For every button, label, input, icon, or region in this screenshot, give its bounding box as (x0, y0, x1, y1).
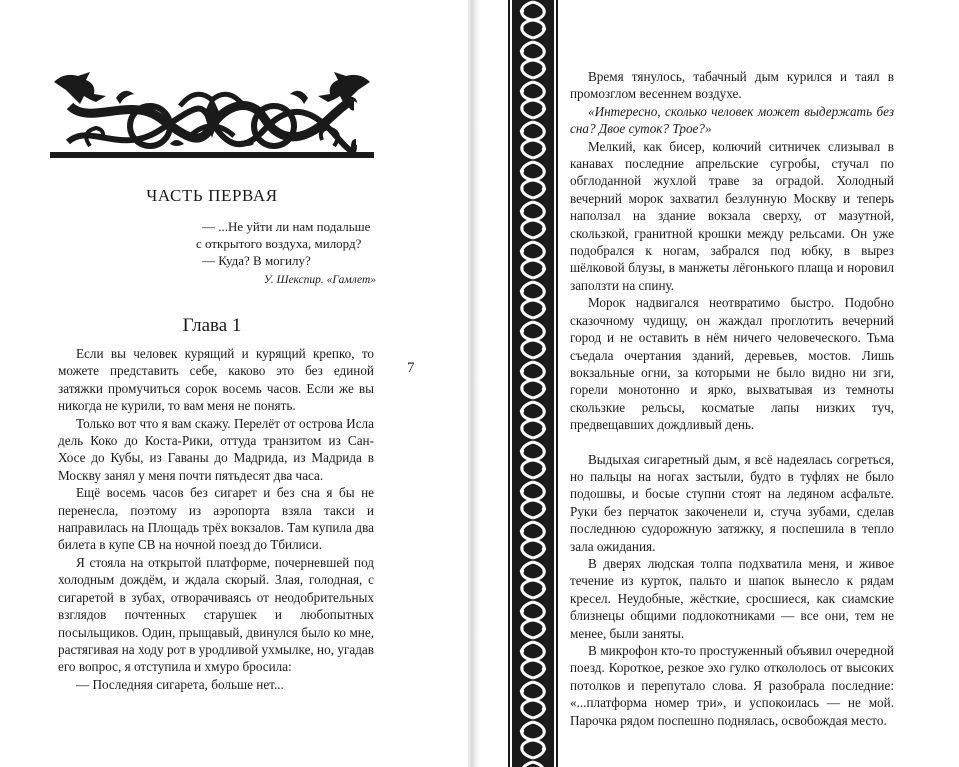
epigraph-line: — Куда? В могилу? (202, 253, 311, 268)
epigraph (196, 218, 376, 289)
dragon-ornament-header (50, 66, 374, 160)
left-page (0, 0, 468, 767)
paragraph: Только вот что я вам скажу. Перелёт от острова Исла дель Коко до Коста-Рики, оттуда транзитом из Сан-Хосе до Кубы, из Гаваны до Мадрида, из Мадрида в Москву занял у меня почти пятьдесят два часа. (58, 415, 374, 483)
paragraph: Если вы человек курящий и курящий крепко, то можете представить себе, каково это без единой затяжки промучиться сорок восемь часов. Если же вы никогда не курили, то вам меня не понять. (58, 346, 374, 414)
paragraph: Ещё восемь часов без сигарет и без сна я бы не перенесла, поэтому из аэропорта взяла такси и направилась на Площадь трёх вокзалов. Там купила два билета в купе СВ на ночной поезд до Тбилиси. (58, 485, 374, 553)
left-body-text (58, 345, 374, 693)
paragraph-italic: «Интересно, сколько человек может выдержать без сна? Двое суток? Трое?» (570, 103, 894, 137)
page-number: 7 (407, 360, 415, 376)
epigraph-line: с открытого воздуха, милорд? (196, 236, 362, 251)
paragraph: В дверях людская толпа подхватила меня, и живое течение из курток, пальто и шапок вынесло к рядам кресел. Неудобные, жёсткие, сросшиеся, как сиамские близнецы общими подлокотниками — все они, тем не менее, были заняты. (570, 555, 894, 641)
right-body-text (570, 68, 894, 729)
paragraph: — Последняя сигарета, больше нет... (76, 676, 284, 692)
chapter-title: Глава 1 (182, 315, 242, 336)
paragraph: Мелкий, как бисер, колючий ситничек слизывал в канавах последние апрельские сугробы, стучал по обглоданной жухлой траве за оградой. Холодный вечерний морок захватил безлунную Москву и теперь наползал на здание вокзала сверху, от мазутной, скользкой, гранитной крошки между рельсами. Он уже подобрался к ногам, забрался под юбку, в вырез шёлковой блузы, в манжеты лёгонького плаща и норовил заползти на спину. (570, 138, 894, 293)
paragraph: В микрофон кто-то простуженный объявил очередной поезд. Короткое, резкое эхо гулко откололось от высоких потолков и перепутало слова. Я разобрала последние: «...платформа номер три», и успокоилась — не мой. Парочка рядом поспешно поднялась, освобождая место. (570, 643, 894, 728)
celtic-knot-border (508, 0, 558, 767)
paragraph: Морок надвигался неотвратимо быстро. Подобно сказочному чудищу, он жаждал проглотить вечерний город и не оставить в нём ничего человеческого. Тьма съедала очертания зданий, деревьев, мостов. Лишь вокзальные огни, за которыми не было видно ни зги, горели монотонно и ярко, выхватывая из темноты скользкие рельсы, косматые лапы низких туч, предвещавших дождливый день. (570, 295, 894, 433)
paragraph: Время тянулось, табачный дым курился и таял в промозглом весеннем воздухе. (570, 69, 894, 102)
paragraph: Я стояла на открытой платформе, почерневшей под холодным дождём, и ждала скорый. Злая, голодная, с сигаретой в зубах, отворачиваясь от неодобрительных взглядов почтенных старушек и любопытных посыльщиков. Один, прыщавый, двинулся было ко мне, растягивая на ходу рот в уродливой ухмылке, но, угадав его вопрос, я отступила и хмуро бросила: (58, 554, 374, 675)
part-title: ЧАСТЬ ПЕРВАЯ (146, 186, 278, 205)
epigraph-source: У. Шекспир. «Гамлет» (263, 274, 376, 286)
paragraph: Выдыхая сигаретный дым, я всё надеялась согреться, но пальцы на ногах застыли, будто в туфлях не было подошвы, и босые ступни стоят на ледяном асфальте. Руки без перчаток закоченели и, стуча зубами, сделав последнюю судорожную затяжку, я поспешила в тепло зала ожидания. (570, 451, 894, 554)
epigraph-line: — ...Не уйти ли нам подальше (202, 219, 371, 234)
